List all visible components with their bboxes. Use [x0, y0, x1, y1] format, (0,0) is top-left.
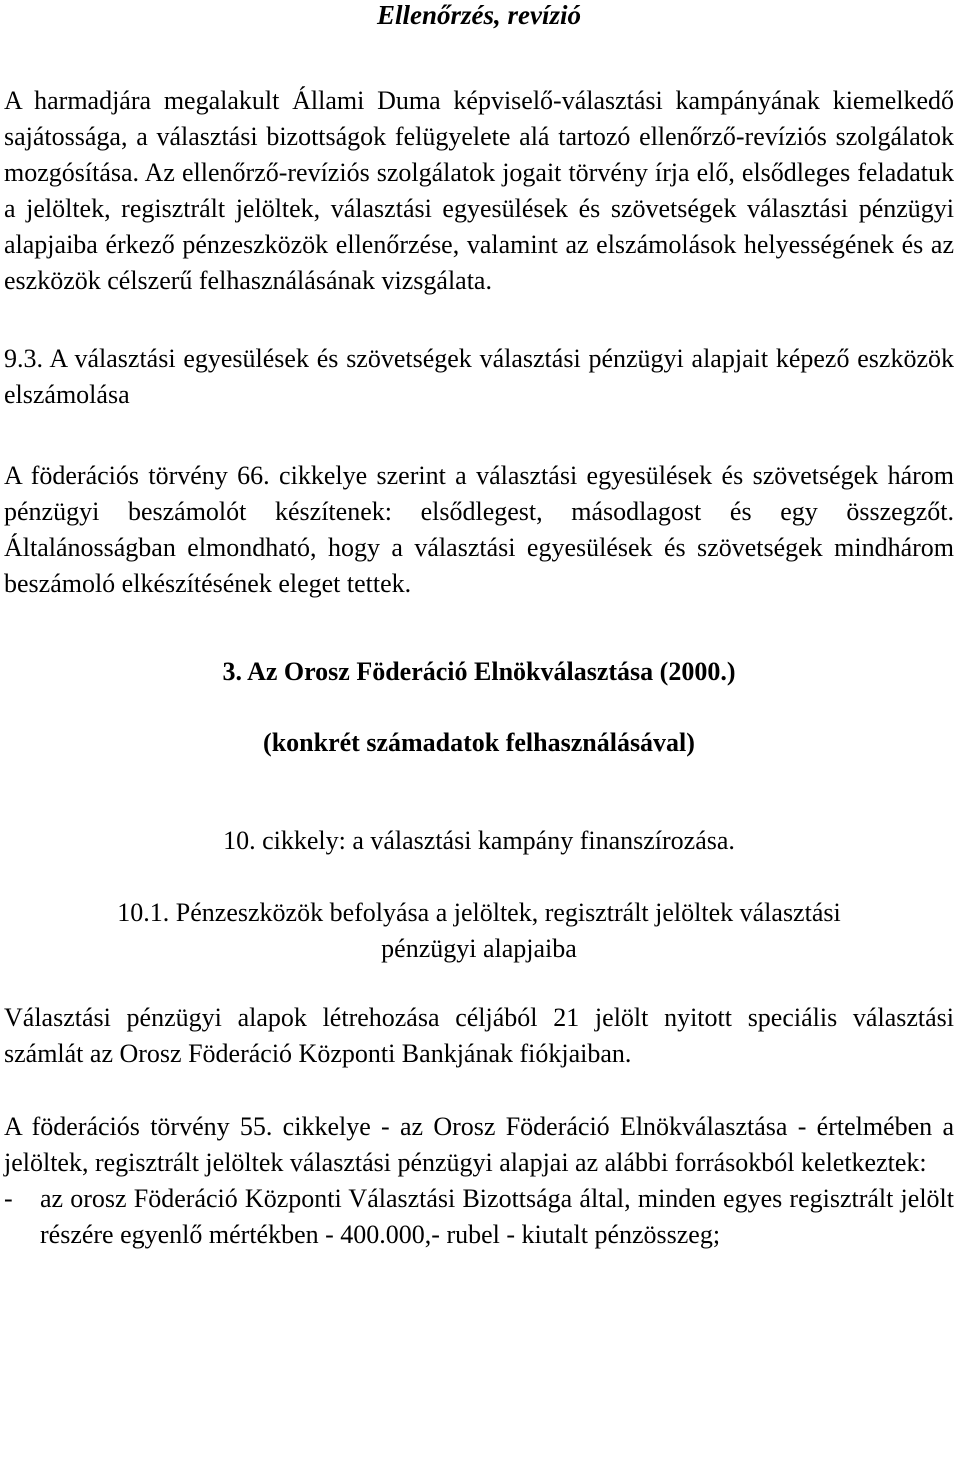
section-heading-10-1-line1: 10.1. Pénzeszközök befolyása a jelöltek, regisztrált jelöltek választási [117, 898, 841, 927]
paragraph-reports: A föderációs törvény 66. cikkelye szerint a választási egyesülések és szövetségek három pénzügyi beszámolót készítenek: elsődlegest, másodlagost és egy összegzőt. Általánosságban elmondható, hogy a választási egyesülések és szövetségek mindhárom beszámoló elkészítésének eleget tettek. [4, 461, 954, 598]
page-title: Ellenőrzés, revízió [376, 0, 581, 30]
section-heading-10-1 [4, 895, 954, 967]
paragraph-sources: A föderációs törvény 55. cikkelye - az Orosz Föderáció Elnökválasztása - értelmében a jelöltek, regisztrált jelöltek választási pénzügyi alapjai az alábbi forrásokból keletkeztek: [4, 1112, 954, 1177]
chapter-subheading: (konkrét számadatok felhasználásával) [263, 728, 695, 757]
paragraph-intro: A harmadjára megalakult Állami Duma képviselő-választási kampányának kiemelkedő sajátossága, a választási bizottságok felügyelete alá tartozó ellenőrző-revíziós szolgálatok mozgósítása. Az ellenőrző-revíziós szolgálatok jogait törvény írja elő, elsődleges feladatuk a jelöltek, regisztrált jelöltek, választási egyesülések és szövetségek választási pénzügyi alapjaiba érkező pénzeszközök ellenőrzése, valamint az elszámolások helyességének és az eszközök célszerű felhasználásának vizsgálata. [4, 86, 954, 295]
section-heading-10-1-line2: pénzügyi alapjaiba [381, 934, 577, 963]
paragraph-accounts: Választási pénzügyi alapok létrehozása céljából 21 jelölt nyitott speciális választási számlát az Orosz Föderáció Központi Bankjának fiókjaiban. [4, 1003, 954, 1068]
article-heading-10: 10. cikkely: a választási kampány finanszírozása. [223, 826, 735, 855]
list-item-text: az orosz Föderáció Központi Választási Bizottsága által, minden egyes regisztrált jelölt részére egyenlő mértékben - 400.000,- rubel - kiutalt pénzösszeg; [40, 1184, 954, 1249]
section-heading-9-3: 9.3. A választási egyesülések és szövetségek választási pénzügyi alapjait képező eszközök elszámolása [4, 344, 954, 409]
list-bullet: - [4, 1184, 13, 1213]
chapter-heading: 3. Az Orosz Föderáció Elnökválasztása (2000.) [222, 657, 736, 686]
list-item [4, 1181, 954, 1253]
